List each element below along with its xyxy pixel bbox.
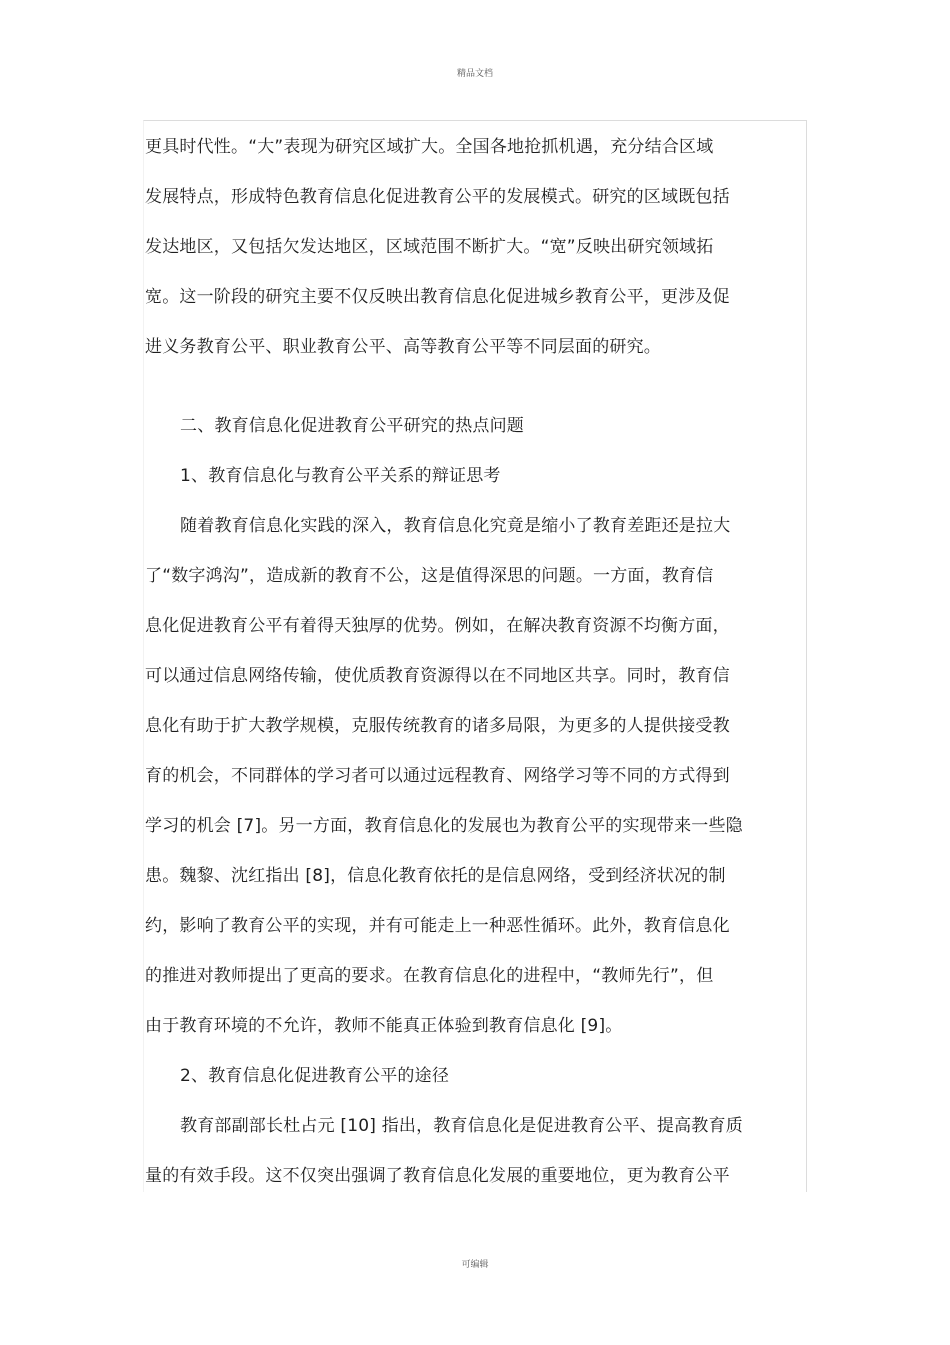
subsection-heading: 1、教育信息化与教育公平关系的辩证思考 (180, 466, 501, 486)
body-line: 宽。这一阶段的研究主要不仅反映出教育信息化促进城乡教育公平，更涉及促 (145, 287, 730, 307)
body-line: 随着教育信息化实践的深入，教育信息化究竟是缩小了教育差距还是拉大 (180, 516, 731, 536)
body-line: 患。魏黎、沈红指出 [8]，信息化教育依托的是信息网络，受到经济状况的制 (145, 866, 726, 886)
page-footer: 可编辑 (461, 1260, 489, 1270)
body-line: 的推进对教师提出了更高的要求。在教育信息化的进程中，“教师先行”，但 (145, 966, 714, 986)
body-line: 发展特点，形成特色教育信息化促进教育公平的发展模式。研究的区域既包括 (145, 187, 730, 207)
body-line: 息化促进教育公平有着得天独厚的优势。例如，在解决教育资源不均衡方面， (145, 616, 730, 636)
body-line: 发达地区，又包括欠发达地区，区域范围不断扩大。“宽”反映出研究领域拓 (145, 237, 714, 257)
subsection-heading: 2、教育信息化促进教育公平的途径 (180, 1066, 450, 1086)
page-header: 精品文档 (456, 69, 493, 79)
body-line: 可以通过信息网络传输，使优质教育资源得以在不同地区共享。同时，教育信 (145, 666, 730, 686)
body-line: 教育部副部长杜占元 [10] 指出，教育信息化是促进教育公平、提高教育质 (180, 1116, 743, 1136)
body-line: 息化有助于扩大教学规模，克服传统教育的诸多局限，为更多的人提供接受教 (145, 716, 730, 736)
body-line: 约，影响了教育公平的实现，并有可能走上一种恶性循环。此外，教育信息化 (145, 916, 730, 936)
body-line: 更具时代性。“大”表现为研究区域扩大。全国各地抢抓机遇，充分结合区域 (145, 137, 714, 157)
body-line: 由于教育环境的不允许，教师不能真正体验到教育信息化 [9]。 (145, 1016, 623, 1036)
body-line: 量的有效手段。这不仅突出强调了教育信息化发展的重要地位，更为教育公平 (145, 1166, 730, 1186)
body-line: 育的机会，不同群体的学习者可以通过远程教育、网络学习等不同的方式得到 (145, 766, 730, 786)
body-line: 了“数字鸿沟”，造成新的教育不公，这是值得深思的问题。一方面，教育信 (145, 566, 714, 586)
body-line: 学习的机会 [7]。另一方面，教育信息化的发展也为教育公平的实现带来一些隐 (145, 816, 743, 836)
body-line: 进义务教育公平、职业教育公平、高等教育公平等不同层面的研究。 (145, 337, 661, 357)
section-heading: 二、教育信息化促进教育公平研究的热点问题 (180, 416, 524, 436)
